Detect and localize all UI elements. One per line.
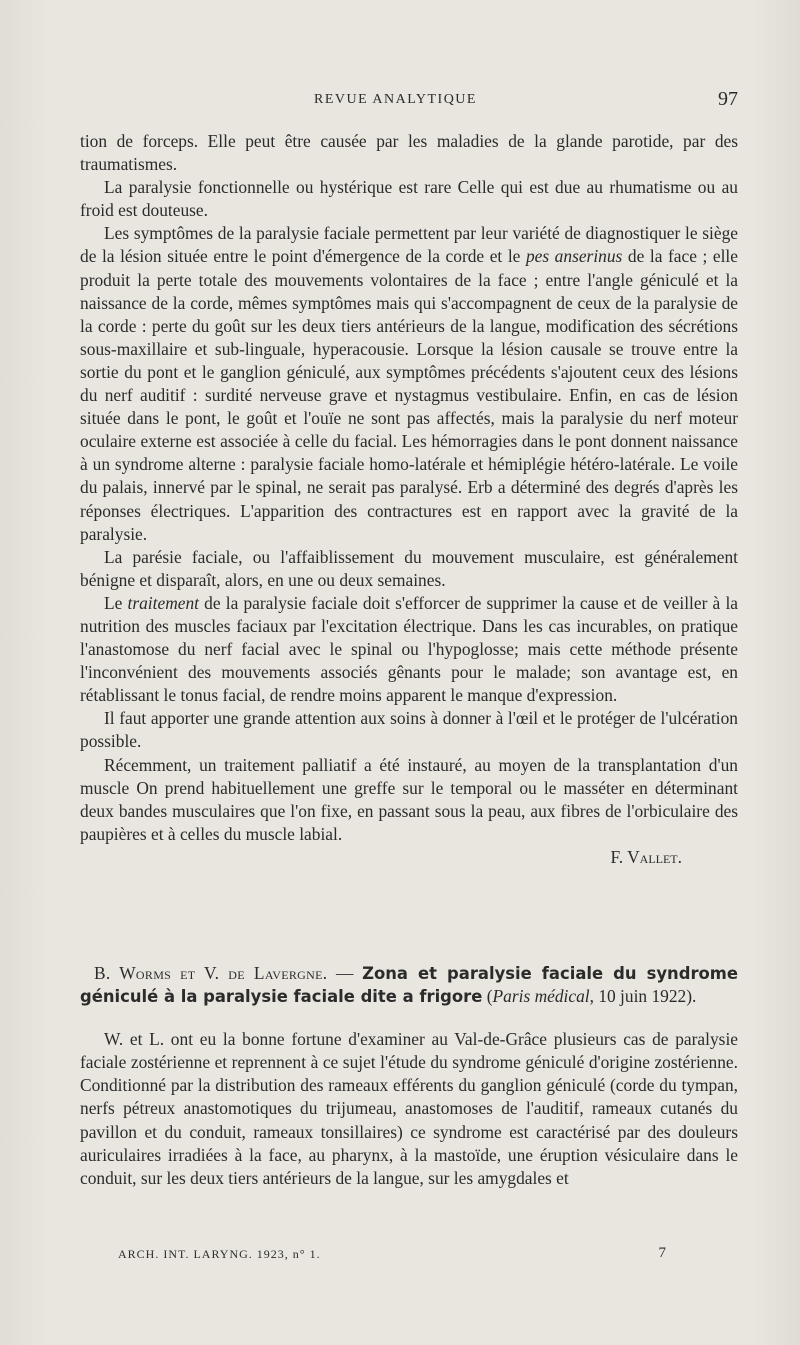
italic-term: traitement (127, 592, 199, 613)
review-article-title: Zona et paralysie faciale du syndrome géniculé à la paralysie faciale dite a frigore (80, 964, 738, 1007)
review-authors: B. Worms et V. de Lavergne. (94, 963, 328, 983)
page-number: 97 (718, 88, 738, 110)
paragraph: La paralysie fonctionnelle ou hystérique est rare Celle qui est due au rhumatisme ou au froid est douteuse. (80, 177, 738, 221)
review-date: , 10 juin 1922). (589, 986, 697, 1007)
reviewer-signature: F. Vallet. (610, 846, 682, 867)
paragraph: Récemment, un traitement palliatif a été instauré, au moyen de la transplantation d'un muscle On prend habituellement une greffe sur le temporal ou le masséter en déterminant deux bandes musculaires que l'on fixe, en passant sous la peau, aux fibres de l'orbiculaire des paupières et à celles du muscle labial. (80, 754, 738, 844)
running-title: REVUE ANALYTIQUE (314, 92, 477, 107)
paragraph: tion de forceps. Elle peut être causée par les maladies de la glande parotide, par des traumatismes. (80, 131, 738, 175)
signature-mark: 7 (658, 1245, 666, 1261)
review-body: W. et L. ont eu la bonne fortune d'examiner au Val-de-Grâce plusieurs cas de paralysie faciale zostérienne et reprennent à ce sujet l'étude du syndrome géniculé d'origine zostérienne. Conditionné par la distribution des rameaux efférents du ganglion géniculé (corde du tympan, nerfs pétreux anastomotiques du trijumeau, anastomoses de l'auditif, rameaux cutanés du pavillon et du conduit, rameaux tonsillaires) ce syndrome est caractérisé par des douleurs auriculaires irradiées à la face, au pharynx, à la mastoïde, une éruption vésiculaire dans le conduit, sur les deux tiers antérieurs de la langue, sur les amygdales et (80, 1029, 738, 1188)
review-heading: B. Worms et V. de Lavergne. — Zona et paralysie faciale du syndrome géniculé à la paralysie faciale dite a frigore (Paris médical, 10 juin 1922). (80, 963, 738, 1007)
page-footer (118, 1247, 666, 1267)
paragraph: La parésie faciale, ou l'affaiblissement du mouvement musculaire, est généralement bénigne et disparaît, alors, en une ou deux semaines. (80, 546, 738, 590)
article-text (80, 130, 738, 869)
paragraph: Les symptômes de la paralysie faciale permettent par leur variété de diagnostiquer le siège de la lésion située entre le point d'émergence de la corde et le pes anserinus de la face ; elle produit la perte totale des mouvements volontaires de la face ; entre l'angle géniculé et la naissance de la corde, mêmes symptômes mais qui s'accompagnent de ceux de la paralysie de la corde : perte du goût sur les deux tiers antérieurs de la langue, modification des sécrétions sous-maxillaire et sub-linguale, hyperacousie. Lorsque la lésion causale se trouve entre la sortie du pont et le ganglion géniculé, aux symptômes précédents s'ajoutent ceux des lésions du nerf auditif : surdité nerveuse grave et nystagmus vestibulaire. Enfin, en cas de lésion située dans le pont, le goût et l'ouïe ne sont pas affectés, mais la paralysie du nerf moteur oculaire externe est associée à celle du facial. Les hémorragies dans le pont donnent naissance à un syndrome alterne : paralysie faciale homo-latérale et hémiplégie hétéro-latérale. Le voile du palais, innervé par le spinal, ne serait pas paralysé. Erb a déterminé des degrés d'après les réponses électriques. L'apparition des contractures est en rapport avec la gravité de la paralysie. (80, 223, 738, 544)
review-entry (80, 962, 738, 1190)
heading-separator: — (327, 963, 363, 983)
journal-reference: ARCH. INT. LARYNG. 1923, n° 1. (118, 1247, 321, 1261)
review-journal: Paris médical (492, 986, 590, 1007)
paragraph: Le traitement de la paralysie faciale doit s'efforcer de supprimer la cause et de veiller à la nutrition des muscles faciaux par l'excitation électrique. Dans les cas incurables, on pratique l'anastomose du nerf facial avec le spinal ou l'hypoglosse; mais cette méthode présente l'inconvénient des mouvements associés gênants pour le malade; son avantage est, en rétablissant le tonus facial, de rendre moins apparent le manque d'expression. (80, 592, 738, 706)
page-header (80, 90, 738, 114)
italic-term: pes anserinus (525, 246, 623, 267)
paragraph: Il faut apporter une grande attention aux soins à donner à l'œil et le protéger de l'ulcération possible. (80, 708, 738, 752)
